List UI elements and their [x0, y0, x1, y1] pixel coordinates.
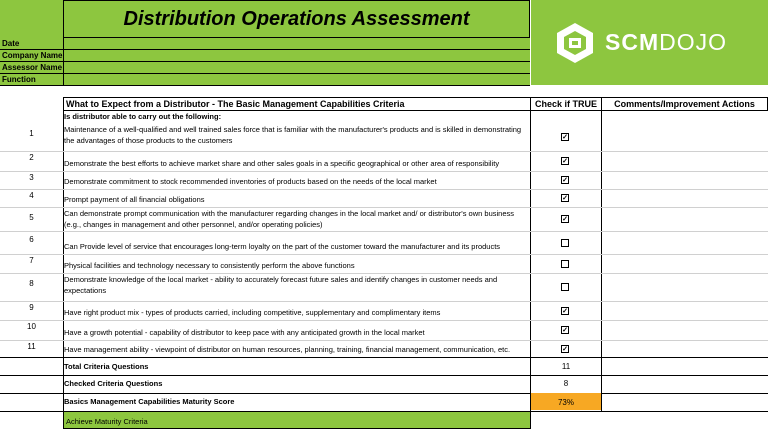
date-field-row[interactable] [0, 38, 530, 50]
comment-cell[interactable] [602, 151, 768, 171]
company-field-row[interactable] [0, 50, 530, 62]
comment-cell[interactable] [602, 340, 768, 357]
criteria-row [0, 207, 768, 232]
criteria-text: Have a growth potential - capability of distributor to keep pace with any anticipated growth in the local market [64, 328, 425, 337]
criteria-checkbox[interactable]: ✓ [562, 134, 568, 141]
criteria-text: Have right product mix - types of products carried, including competitive, supplementary and complimentary items [64, 308, 441, 317]
total-criteria-label: Total Criteria Questions [64, 362, 149, 371]
logo-wordmark: SCMDOJO [605, 29, 728, 55]
criteria-checkbox[interactable] [561, 283, 569, 291]
assessor-name-input[interactable] [63, 62, 531, 73]
header-band-left [0, 0, 63, 38]
criteria-text: Have management ability - viewpoint of distributor on human resources, planning, training, financial management, communication, etc. [64, 345, 511, 354]
hexagon-logo-icon [553, 21, 597, 65]
criteria-row [0, 151, 768, 172]
criteria-text: Prompt payment of all financial obligations [64, 195, 205, 204]
date-label: Date [2, 39, 20, 48]
maturity-score-label: Basics Management Capabilities Maturity Score [64, 397, 235, 406]
criteria-row [0, 273, 768, 302]
row-number: 4 [29, 191, 34, 200]
check-column-header: Check if TRUE [530, 97, 602, 111]
row-number: 8 [29, 279, 34, 288]
function-field-row[interactable] [0, 74, 530, 86]
maturity-score-row [0, 393, 768, 412]
criteria-checkbox[interactable]: ✓ [562, 158, 568, 165]
date-input[interactable] [63, 38, 531, 49]
row-number: 9 [29, 303, 34, 312]
scmdojo-logo [531, 0, 768, 85]
criteria-checkbox[interactable] [561, 260, 569, 268]
row-number: 1 [29, 129, 34, 138]
comment-cell[interactable] [602, 320, 768, 340]
criteria-text: Maintenance of a well-qualified and well trained sales force that is familiar with the manufacturer's products and is skilled in demonstrating the advantages of those products to the customers [64, 125, 522, 145]
function-label: Function [2, 75, 36, 84]
criteria-text: Demonstrate knowledge of the local market - ability to accurately forecast future sales and identify changes in customer needs and expectations [64, 275, 498, 295]
comment-cell[interactable] [602, 189, 768, 207]
comment-cell[interactable] [602, 123, 768, 151]
criteria-checkbox[interactable]: ✓ [562, 307, 568, 315]
criteria-row [0, 123, 768, 152]
info-fields [0, 38, 530, 86]
assessor-field-row[interactable] [0, 62, 530, 74]
criteria-text: Demonstrate the best efforts to achieve market share and other sales goals in a specific geographical or other area of responsibility [64, 159, 500, 168]
company-name-label: Company Name [2, 51, 63, 60]
achieve-maturity-label: Achieve Maturity Criteria [66, 417, 148, 426]
row-number: 5 [29, 213, 34, 222]
criteria-text: Can demonstrate prompt communication with the manufacturer regarding changes in the local market and/ or distributor's own business (e.g., changes in management and other personnel, and/or operating policies) [64, 209, 514, 229]
criteria-column-header: What to Expect from a Distributor - The Basic Management Capabilities Criteria [63, 97, 531, 111]
comment-cell[interactable] [602, 254, 768, 273]
criteria-checkbox[interactable]: ✓ [562, 195, 568, 202]
comments-column-header: Comments/Improvement Actions [601, 97, 768, 111]
checked-criteria-value: 8 [563, 379, 569, 388]
criteria-text: Physical facilities and technology necessary to consistently perform the above functions [64, 261, 355, 270]
comment-cell[interactable] [602, 207, 768, 231]
criteria-checkbox[interactable]: ✓ [562, 177, 568, 184]
criteria-checkbox[interactable]: ✓ [562, 345, 568, 353]
criteria-intro: Is distributor able to carry out the following: [64, 112, 222, 121]
row-number: 6 [29, 234, 34, 244]
criteria-text: Can Provide level of service that encourages long-term loyalty on the part of the customer toward the manufacturer and its products [64, 242, 501, 251]
criteria-row [0, 171, 768, 190]
criteria-checkbox[interactable]: ✓ [562, 216, 568, 223]
row-number: 10 [27, 322, 36, 331]
row-number: 2 [29, 153, 34, 162]
comment-cell[interactable] [602, 301, 768, 320]
checked-criteria-label: Checked Criteria Questions [64, 379, 163, 388]
function-input[interactable] [63, 74, 531, 85]
criteria-row [0, 254, 768, 274]
achieve-maturity-cell [63, 411, 531, 429]
checked-criteria-row [0, 374, 768, 394]
assessor-name-label: Assessor Name [2, 63, 63, 72]
maturity-score-value: 73% [557, 398, 574, 407]
criteria-row [0, 320, 768, 341]
criteria-row [0, 189, 768, 208]
row-number: 11 [27, 342, 36, 351]
comment-cell[interactable] [602, 171, 768, 189]
criteria-row [0, 301, 768, 321]
company-name-input[interactable] [63, 50, 531, 61]
criteria-text: Demonstrate commitment to stock recommended inventories of products based on the needs of the local market [64, 177, 437, 186]
criteria-row [0, 340, 768, 358]
criteria-checkbox[interactable]: ✓ [562, 327, 568, 334]
page-title: Distribution Operations Assessment [63, 0, 530, 38]
row-number: 3 [29, 173, 34, 182]
row-number: 7 [29, 256, 34, 265]
total-criteria-value: 11 [561, 362, 571, 371]
criteria-checkbox[interactable] [561, 239, 569, 247]
comment-cell[interactable] [602, 273, 768, 301]
criteria-row [0, 231, 768, 255]
comment-cell[interactable] [602, 231, 768, 254]
